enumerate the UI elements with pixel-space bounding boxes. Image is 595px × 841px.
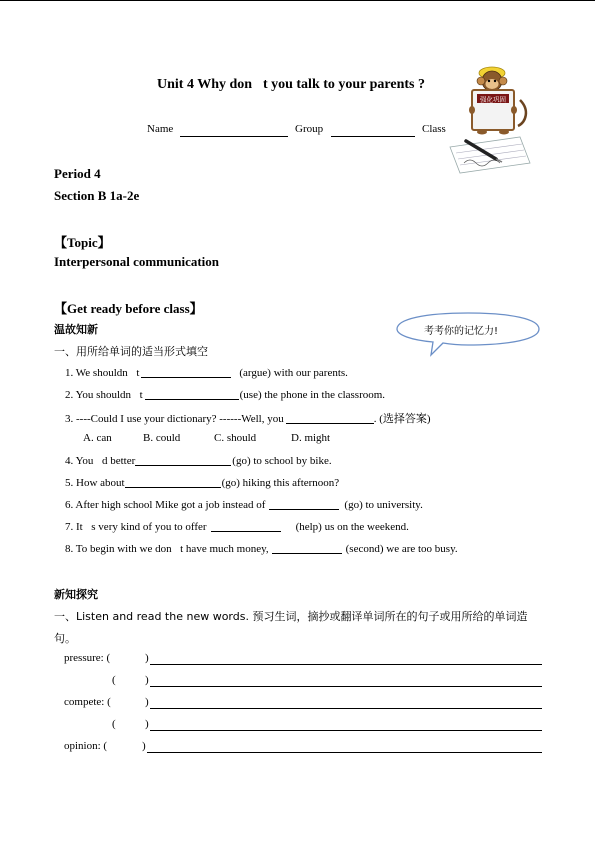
question-3: 3. ----Could I use your dictionary? ------Well, you . (选择答案) (65, 413, 431, 425)
question-8: 8. To begin with we don t have much money, (second) we are too busy. (65, 543, 458, 555)
answer-blank-3[interactable] (286, 412, 374, 424)
group-field[interactable] (331, 136, 415, 137)
review-heading: 温故知新 (54, 323, 98, 336)
question-6: 6. After high school Mike got a job instead of (go) to university. (65, 499, 423, 511)
period-label: Period 4 (54, 166, 101, 181)
monkey-sign-illustration (468, 64, 530, 136)
name-field[interactable] (180, 136, 288, 137)
answer-blank-8[interactable] (272, 542, 342, 554)
question-7: 7. It s very kind of you to offer (help) us on the weekend. (65, 521, 409, 533)
name-label: Name (147, 123, 174, 135)
vocab-pressure-label: pressure: ( (64, 652, 111, 664)
topic-text: Interpersonal communication (54, 254, 220, 269)
vocab-close-paren: ) (145, 652, 149, 664)
topic-heading: 【Topic】 (54, 235, 111, 250)
answer-blank-2[interactable] (145, 388, 239, 400)
new-heading: 新知探究 (54, 588, 98, 601)
answer-blank-7[interactable] (211, 520, 281, 532)
vocab-pressure-2-label: ( (112, 674, 116, 686)
answer-blank-6[interactable] (269, 498, 339, 510)
vocab-close-paren: ) (142, 740, 146, 752)
vocab-pressure-line-2[interactable] (150, 686, 542, 687)
page-top-border (0, 0, 595, 1)
page-title: Unit 4 Why don t you talk to your parents ? (157, 77, 425, 92)
choice-c[interactable]: C. should (214, 432, 257, 444)
vocab-compete-label: compete: ( (64, 696, 111, 708)
question-2: 2. You shouldn t (use) the phone in the classroom. (65, 389, 386, 401)
vocab-close-paren: ) (145, 696, 149, 708)
section-label: Section B 1a-2e (54, 188, 140, 203)
question-4: 4. You d better (go) to school by bike. (65, 455, 332, 467)
sign-text: 强化巩固 (480, 95, 506, 104)
answer-blank-1[interactable] (141, 366, 231, 378)
notepad-pen-illustration (444, 133, 534, 175)
vocab-compete-line-2[interactable] (150, 730, 542, 731)
bubble-text: 考考你的记忆力! (424, 326, 499, 337)
answer-blank-4[interactable] (135, 454, 231, 466)
vocab-compete-2-label: ( (112, 718, 116, 730)
question-5: 5. How about (go) hiking this afternoon? (65, 477, 340, 489)
answer-blank-5[interactable] (125, 476, 221, 488)
part2-instruction-line2: 句。 (54, 632, 76, 645)
vocab-close-paren: ) (145, 718, 149, 730)
choice-d[interactable]: D. might (291, 432, 331, 444)
choice-b[interactable]: B. could (143, 432, 181, 444)
ready-heading: 【Get ready before class】 (54, 301, 203, 316)
vocab-opinion-label: opinion: ( (64, 740, 108, 752)
group-label: Group (295, 123, 324, 135)
vocab-compete-line[interactable] (150, 708, 542, 709)
class-label: Class (422, 123, 446, 135)
vocab-close-paren: ) (145, 674, 149, 686)
question-1: 1. We shouldn t (argue) with our parents. (65, 367, 348, 379)
choice-a[interactable]: A. can (83, 432, 112, 444)
vocab-opinion-line[interactable] (147, 752, 542, 753)
part2-instruction-line1: 一、Listen and read the new words. 预习生词，摘抄或翻译单词所在的句子或用所给的单词造 (54, 610, 528, 623)
vocab-pressure-line[interactable] (150, 664, 542, 665)
part1-instruction: 一、用所给单词的适当形式填空 (54, 345, 208, 358)
